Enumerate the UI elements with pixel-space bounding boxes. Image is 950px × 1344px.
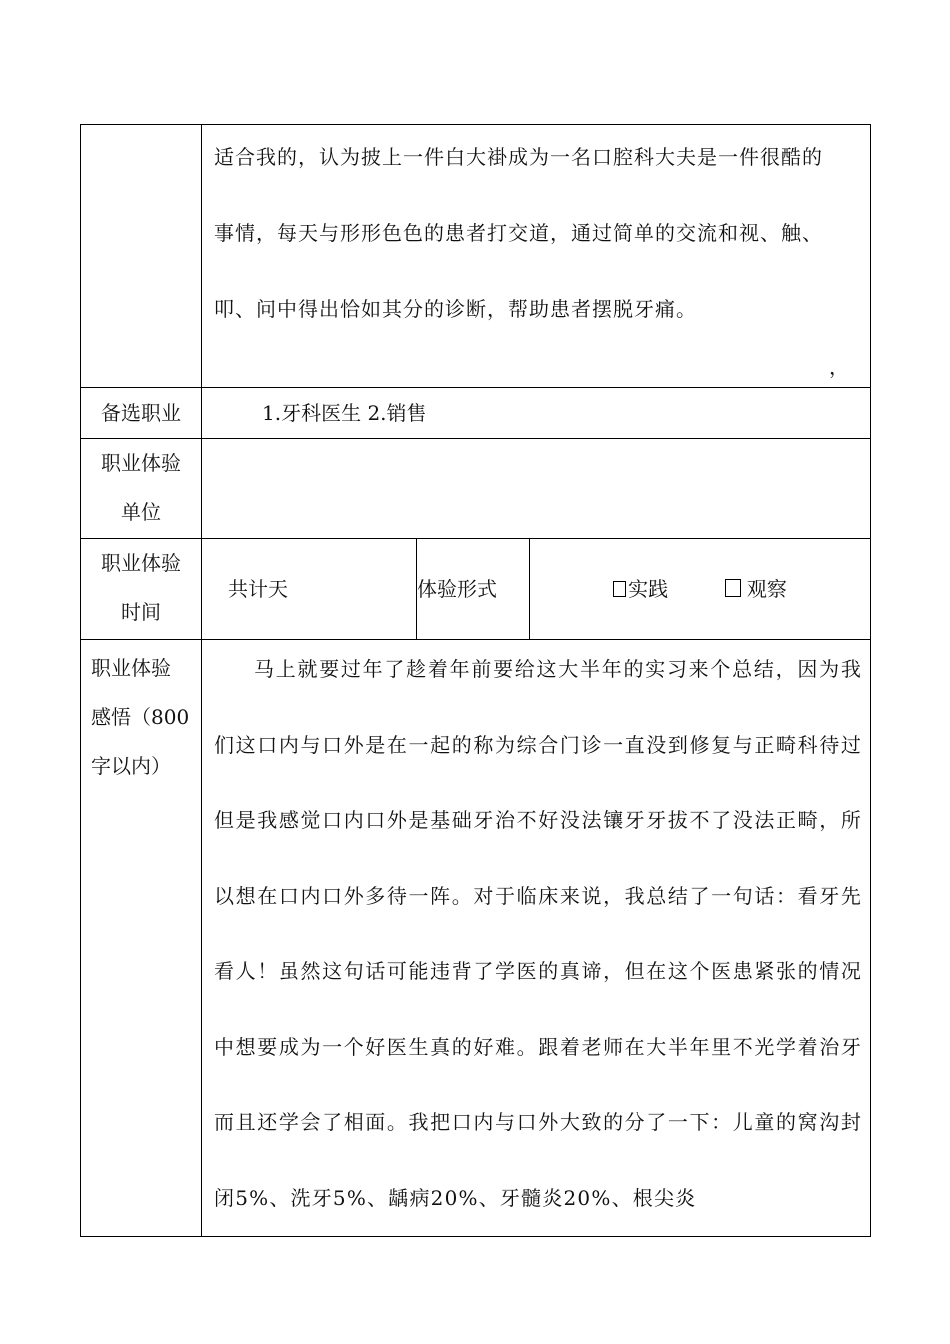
alt-jobs-label: 备选职业 — [81, 388, 202, 439]
unit-value — [202, 439, 871, 539]
time-days: 共计天 — [202, 539, 417, 640]
time-row — [81, 539, 871, 640]
motivation-text — [214, 119, 860, 347]
motivation-label-cell — [81, 125, 202, 388]
reflection-row — [81, 640, 871, 1237]
time-label-line-1: 职业体验 — [101, 551, 181, 575]
checkbox-practice-icon[interactable] — [613, 581, 626, 597]
reflection-text: 马上就要过年了趁着年前要给这大半年的实习来个总结，因为我们这口内与口外是在一起的称为综合门诊一直没到修复与正畸科待过但是我感觉口内口外是基础牙治不好没法镶牙牙拔不了没法正畸，所以想在口内口外多待一阵。对于临床来说，我总结了一句话：看牙先看人！虽然这句话可能违背了学医的真谛，但在这个医患紧张的情况中想要成为一个好医生真的好难。跟着老师在大半年里不光学着治牙而且还学会了相面。我把口内与口外大致的分了一下：儿童的窝沟封闭5%、洗牙5%、龋病20%、牙髓炎20%、根尖炎 — [214, 657, 863, 1210]
unit-label-line-2: 单位 — [121, 500, 161, 524]
experience-form-label: 体验形式 — [417, 539, 530, 640]
motivation-line-2: 事情，每天与形形色色的患者打交道，通过简单的交流和视、触、 — [214, 221, 823, 245]
option-practice[interactable] — [613, 577, 674, 601]
motivation-text-cell — [202, 125, 871, 388]
motivation-row — [81, 125, 871, 388]
time-label-line-2: 时间 — [121, 600, 161, 624]
alt-jobs-value: 1.牙科医生 2.销售 — [202, 388, 871, 439]
motivation-line-3: 叩、问中得出恰如其分的诊断，帮助患者摆脱牙痛。 — [214, 297, 697, 321]
career-experience-form — [80, 124, 871, 1237]
time-label — [81, 539, 202, 640]
checkbox-observe-icon[interactable] — [725, 579, 741, 597]
unit-label-line-1: 职业体验 — [101, 451, 181, 475]
reflection-label-line-2: 感悟（800 — [91, 705, 190, 729]
unit-row — [81, 439, 871, 539]
reflection-text-cell — [202, 640, 871, 1237]
trailing-mark: ， — [829, 355, 851, 379]
option-observe[interactable] — [725, 577, 787, 601]
unit-label — [81, 439, 202, 539]
reflection-label-line-3: 字以内） — [91, 754, 171, 778]
motivation-line-1: 适合我的，认为披上一件白大褂成为一名口腔科大夫是一件很酷的 — [214, 145, 823, 169]
alt-jobs-row — [81, 388, 871, 439]
option-practice-label: 实践 — [628, 577, 669, 601]
experience-form-options — [530, 539, 871, 640]
option-observe-label: 观察 — [746, 577, 787, 601]
reflection-label — [81, 640, 202, 1237]
reflection-label-line-1: 职业体验 — [91, 656, 171, 680]
